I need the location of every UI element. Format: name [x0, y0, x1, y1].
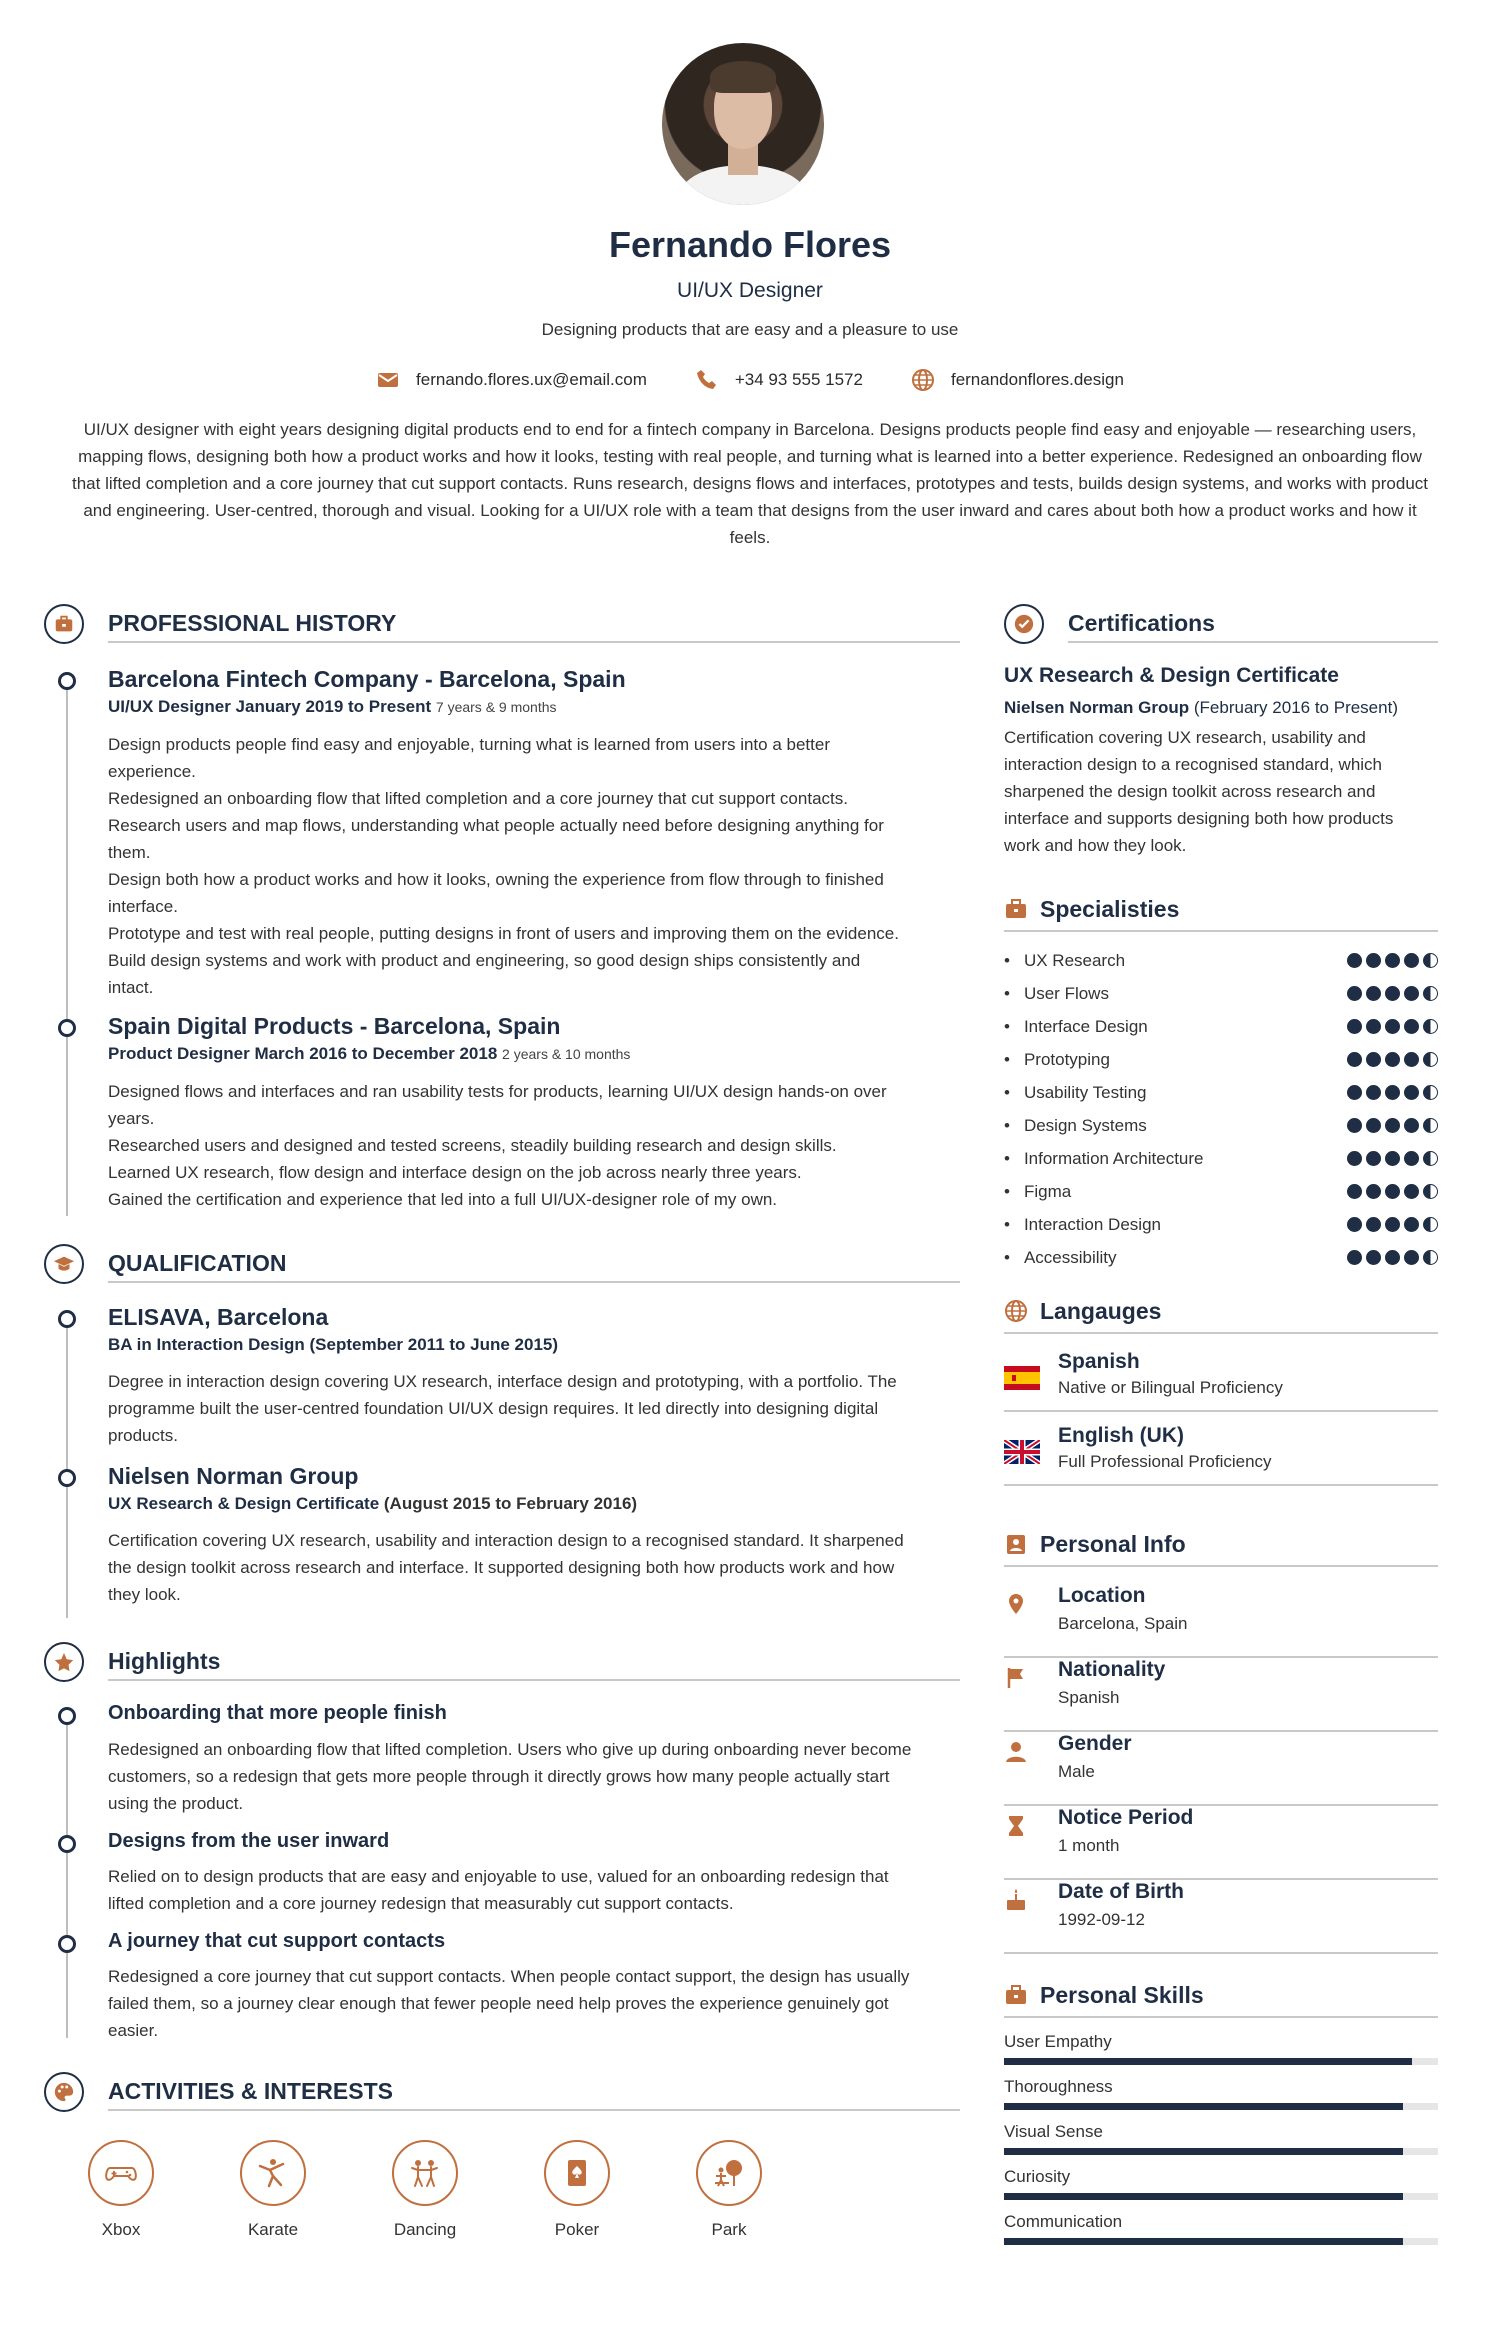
info-value: 1992-09-12 [1058, 1910, 1145, 1929]
activity-item [238, 2140, 308, 2240]
section-divider [108, 1679, 960, 1681]
section-title-qualification: QUALIFICATION [108, 1250, 287, 1276]
specialty-item: • Information Architecture [1004, 1142, 1438, 1175]
rating-dot [1385, 1184, 1400, 1199]
specialty-item: • Figma [1004, 1175, 1438, 1208]
poker-icon [560, 2156, 594, 2190]
uk-flag-icon [1004, 1440, 1040, 1464]
timeline-dot [58, 1469, 76, 1487]
info-value: 1 month [1058, 1836, 1120, 1855]
timeline-line [66, 678, 68, 1216]
website-contact[interactable] [911, 368, 1124, 392]
rating-dot [1366, 986, 1381, 1001]
timeline-dot [58, 1310, 76, 1328]
rating-dot [1404, 1250, 1419, 1265]
info-key: Notice Period [1058, 1806, 1194, 1829]
highlight-description: Redesigned a core journey that cut support contacts. When people contact support, the design has usually failed them, so a journey clear enough that fewer people need help proves the experience genuinely got easier. [108, 1967, 910, 2040]
rating-dot [1423, 1085, 1438, 1100]
rating-dot [1423, 1118, 1438, 1133]
job-description: Design products people find easy and enjoyable, turning what is learned from users into a better experience. Redesigned an onboarding flow that lifted completion and a core journey that cut support contacts. Research users and map flows, understanding what people actually need before designing anything for them. Design both how a product works and how it looks, owning the experience from flow through to finished interface. Prototype and test with real people, putting designs in front of users and improving them on the evidence. Build design systems and work with product and engineering, so good design ships consistently and intact. [108, 735, 899, 997]
section-title-personal: Personal Info [1040, 1531, 1186, 1557]
personal-info-item [1004, 1658, 1438, 1732]
star-icon [44, 1642, 84, 1682]
globe-icon [911, 368, 935, 392]
candidate-role: UI/UX Designer [677, 279, 823, 302]
info-value: Male [1058, 1762, 1095, 1781]
section-title-history: PROFESSIONAL HISTORY [108, 610, 397, 636]
flag-icon [1004, 1666, 1028, 1690]
rating-dot [1366, 953, 1381, 968]
specialty-item: • User Flows [1004, 977, 1438, 1010]
website-text: fernandonflores.design [950, 370, 1124, 389]
degree: UX Research & Design Certificate (August 2015 to February 2016) [108, 1494, 638, 1513]
personal-info-item [1004, 1732, 1438, 1806]
rating-dot [1423, 1151, 1438, 1166]
activity-label: Xbox [101, 2220, 141, 2239]
rating-dot [1404, 1085, 1419, 1100]
timeline-dot [58, 1835, 76, 1853]
certification-name: UX Research & Design Certificate [1004, 664, 1339, 687]
rating-dot [1385, 1118, 1400, 1133]
school-name: ELISAVA, Barcelona [108, 1304, 329, 1330]
rating-dot [1423, 1184, 1438, 1199]
timeline-line [66, 1712, 68, 2038]
section-divider [1068, 641, 1438, 643]
activity-item [542, 2140, 612, 2240]
phone-contact[interactable] [695, 368, 863, 392]
highlight-description: Redesigned an onboarding flow that lifted completion. Users who give up during onboarding never become customers, so a redesign that gets more people through it directly grows how many people actually start using the product. [108, 1740, 912, 1813]
rating-dot [1404, 1151, 1419, 1166]
specialty-rating [1347, 1250, 1438, 1265]
rating-dot [1366, 1151, 1381, 1166]
personal-info-item [1004, 1584, 1438, 1658]
activity-label: Karate [247, 2220, 299, 2239]
specialty-item: • Prototyping [1004, 1043, 1438, 1076]
specialties-list [1004, 944, 1438, 1274]
activity-item [86, 2140, 156, 2240]
activity-item [390, 2140, 460, 2240]
rating-dot [1385, 1217, 1400, 1232]
activity-label: Poker [554, 2220, 600, 2239]
specialty-rating [1347, 1085, 1438, 1100]
graduation-cap-icon [44, 1244, 84, 1284]
personal-info-item [1004, 1880, 1438, 1954]
info-value: Spanish [1058, 1688, 1120, 1707]
specialty-item: • Interaction Design [1004, 1208, 1438, 1241]
tagline: Designing products that are easy and a pleasure to use [541, 320, 959, 339]
karate-icon [256, 2156, 290, 2190]
certification-description: Certification covering UX research, usability and interaction design to a recognised standard, which sharpened the design toolkit across research and interface and supports designing both how products work and how they look. [1004, 728, 1394, 855]
skill-item [1004, 2077, 1438, 2110]
palette-icon [44, 2072, 84, 2112]
language-name: English (UK) [1058, 1424, 1184, 1447]
rating-dot [1347, 986, 1362, 1001]
rating-dot [1404, 1217, 1419, 1232]
language-level: Native or Bilingual Proficiency [1058, 1378, 1283, 1397]
rating-dot [1423, 1250, 1438, 1265]
skill-label: Thoroughness [1004, 2077, 1113, 2096]
skill-item [1004, 2212, 1438, 2245]
timeline-line [66, 1318, 68, 1618]
rating-dot [1385, 953, 1400, 968]
rating-dot [1404, 1052, 1419, 1067]
skill-bar [1004, 2238, 1438, 2245]
rating-dot [1347, 1118, 1362, 1133]
rating-dot [1423, 953, 1438, 968]
rating-dot [1423, 986, 1438, 1001]
info-key: Nationality [1058, 1658, 1166, 1681]
section-divider [1004, 2016, 1438, 2018]
skill-label: Communication [1004, 2212, 1123, 2231]
contact-bar [0, 368, 1500, 392]
globe-icon [1004, 1299, 1028, 1328]
language-name: Spanish [1058, 1350, 1140, 1373]
qualification-description: Certification covering UX research, usability and interaction design to a recognised standard. It sharpened the design toolkit across research and interface. It supported designing both how products work and how they look. [108, 1531, 904, 1604]
rating-dot [1366, 1019, 1381, 1034]
cake-icon [1004, 1888, 1028, 1912]
id-card-icon [1004, 1532, 1028, 1561]
timeline-dot [58, 672, 76, 690]
gamepad-icon [104, 2156, 138, 2190]
language-item [1004, 1424, 1438, 1486]
section-title-activities: ACTIVITIES & INTERESTS [108, 2078, 393, 2104]
timeline-dot [58, 1935, 76, 1953]
spain-flag-icon [1004, 1366, 1040, 1390]
rating-dot [1347, 1250, 1362, 1265]
job-company: Barcelona Fintech Company - Barcelona, Spain [108, 666, 626, 692]
briefcase-icon [44, 604, 84, 644]
dancing-icon [408, 2156, 442, 2190]
rating-dot [1385, 1250, 1400, 1265]
specialty-rating [1347, 1217, 1438, 1232]
skill-label: Visual Sense [1004, 2122, 1103, 2141]
rating-dot [1366, 1085, 1381, 1100]
job-description: Designed flows and interfaces and ran usability tests for products, learning UI/UX design hands-on over years. Researched users and designed and tested screens, steadily building research and design skills. Learned UX research, flow design and interface design on the job across nearly three years. Gained the certification and experience that led into a full UI/UX-designer role of my own. [108, 1082, 887, 1209]
skill-bar [1004, 2058, 1438, 2065]
certification-issuer: Nielsen Norman Group (February 2016 to Present) [1004, 698, 1398, 717]
degree: BA in Interaction Design (September 2011 to June 2015) [108, 1335, 559, 1354]
rating-dot [1423, 1217, 1438, 1232]
highlight-title: Onboarding that more people finish [108, 1702, 447, 1724]
rating-dot [1347, 1085, 1362, 1100]
qualification-description: Degree in interaction design covering UX research, interface design and prototyping, with a portfolio. The programme built the user-centred foundation UI/UX design requires. It led directly into designing digital products. [108, 1372, 897, 1445]
personal-info-item [1004, 1806, 1438, 1880]
skills-briefcase-icon [1004, 1983, 1028, 2012]
summary: UI/UX designer with eight years designing digital products end to end for a fintech company in Barcelona. Designs products people find easy and enjoyable — researching users, mapping flows, designing both how a product works and how it looks, testing with real people, and turning what is learned into a better experience. Redesigned an onboarding flow that lifted completion and a core journey that cut support contacts. Runs research, designs flows and interfaces, prototypes and tests, builds design systems, and works with product and engineering. User-centred, thorough and visual. Looking for a UI/UX role with a team that designs from the user inward and cares about both how a product works and how it feels. [72, 420, 1428, 547]
section-divider [1004, 1565, 1438, 1567]
skill-bar [1004, 2193, 1438, 2200]
rating-dot [1366, 1118, 1381, 1133]
job-position: Product Designer March 2016 to December 2018 2 years & 10 months [108, 1044, 631, 1063]
highlight-title: Designs from the user inward [108, 1830, 390, 1852]
rating-dot [1385, 1151, 1400, 1166]
skill-item [1004, 2122, 1438, 2155]
person-icon [1004, 1740, 1028, 1764]
job-position: UI/UX Designer January 2019 to Present 7 years & 9 months [108, 697, 557, 716]
rating-dot [1404, 953, 1419, 968]
candidate-name: Fernando Flores [608, 224, 892, 265]
section-divider [1004, 1332, 1438, 1334]
activity-label: Dancing [393, 2220, 457, 2239]
section-title-languages: Langauges [1040, 1298, 1162, 1324]
specialty-rating [1347, 1019, 1438, 1034]
info-key: Gender [1058, 1732, 1132, 1755]
skill-label: Curiosity [1004, 2167, 1071, 2186]
info-key: Date of Birth [1058, 1880, 1184, 1903]
specialty-rating [1347, 986, 1438, 1001]
specialty-rating [1347, 1052, 1438, 1067]
section-title-certifications: Certifications [1068, 610, 1215, 636]
rating-dot [1385, 1052, 1400, 1067]
rating-dot [1366, 1184, 1381, 1199]
email-icon [376, 368, 400, 392]
rating-dot [1423, 1052, 1438, 1067]
phone-text: +34 93 555 1572 [734, 370, 863, 389]
timeline-dot [58, 1707, 76, 1725]
specialty-rating [1347, 1151, 1438, 1166]
rating-dot [1385, 986, 1400, 1001]
specialty-item: • Usability Testing [1004, 1076, 1438, 1109]
phone-icon [695, 368, 719, 392]
location-pin-icon [1004, 1592, 1028, 1616]
rating-dot [1347, 1052, 1362, 1067]
skill-bar [1004, 2148, 1438, 2155]
email-text: fernando.flores.ux@email.com [416, 370, 647, 389]
highlight-description: Relied on to design products that are easy and enjoyable to use, valued for an onboarding redesign that lifted completion and a core journey redesign that measurably cut support contacts. [108, 1867, 889, 1913]
skill-item [1004, 2032, 1438, 2065]
specialty-item: • Design Systems [1004, 1109, 1438, 1142]
highlight-title: A journey that cut support contacts [108, 1930, 446, 1952]
section-divider [1004, 930, 1438, 932]
profile-photo [662, 43, 824, 205]
job-company: Spain Digital Products - Barcelona, Spain [108, 1013, 561, 1039]
rating-dot [1347, 1184, 1362, 1199]
section-title-skills: Personal Skills [1040, 1982, 1204, 2008]
info-key: Location [1058, 1584, 1146, 1607]
rating-dot [1404, 1118, 1419, 1133]
specialty-item: • Accessibility [1004, 1241, 1438, 1274]
activity-label: Park [711, 2220, 747, 2239]
specialty-rating [1347, 953, 1438, 968]
skill-item [1004, 2167, 1438, 2200]
section-divider [108, 641, 960, 643]
rating-dot [1347, 1019, 1362, 1034]
section-title-highlights: Highlights [108, 1648, 221, 1674]
rating-dot [1404, 1184, 1419, 1199]
rating-dot [1366, 1052, 1381, 1067]
specialty-rating [1347, 1118, 1438, 1133]
info-value: Barcelona, Spain [1058, 1614, 1188, 1633]
activity-item [694, 2140, 764, 2240]
hourglass-icon [1004, 1814, 1028, 1838]
certificate-badge-icon [1004, 604, 1044, 644]
rating-dot [1385, 1085, 1400, 1100]
rating-dot [1404, 1019, 1419, 1034]
rating-dot [1385, 1019, 1400, 1034]
rating-dot [1347, 953, 1362, 968]
skill-label: User Empathy [1004, 2032, 1112, 2051]
timeline-dot [58, 1019, 76, 1037]
language-level: Full Professional Proficiency [1058, 1452, 1272, 1471]
rating-dot [1347, 1217, 1362, 1232]
skill-bar [1004, 2103, 1438, 2110]
language-item [1004, 1350, 1438, 1412]
rating-dot [1423, 1019, 1438, 1034]
section-divider [108, 1281, 960, 1283]
rating-dot [1347, 1151, 1362, 1166]
rating-dot [1366, 1217, 1381, 1232]
specialty-rating [1347, 1184, 1438, 1199]
school-name: Nielsen Norman Group [108, 1463, 359, 1489]
specialty-item: • UX Research [1004, 944, 1438, 977]
specialty-item: • Interface Design [1004, 1010, 1438, 1043]
rating-dot [1366, 1250, 1381, 1265]
email-contact[interactable] [376, 368, 647, 392]
rating-dot [1404, 986, 1419, 1001]
specialties-icon [1004, 897, 1028, 926]
park-icon [712, 2156, 746, 2190]
section-divider [108, 2109, 960, 2111]
section-title-specialties: Specialisties [1040, 896, 1180, 922]
